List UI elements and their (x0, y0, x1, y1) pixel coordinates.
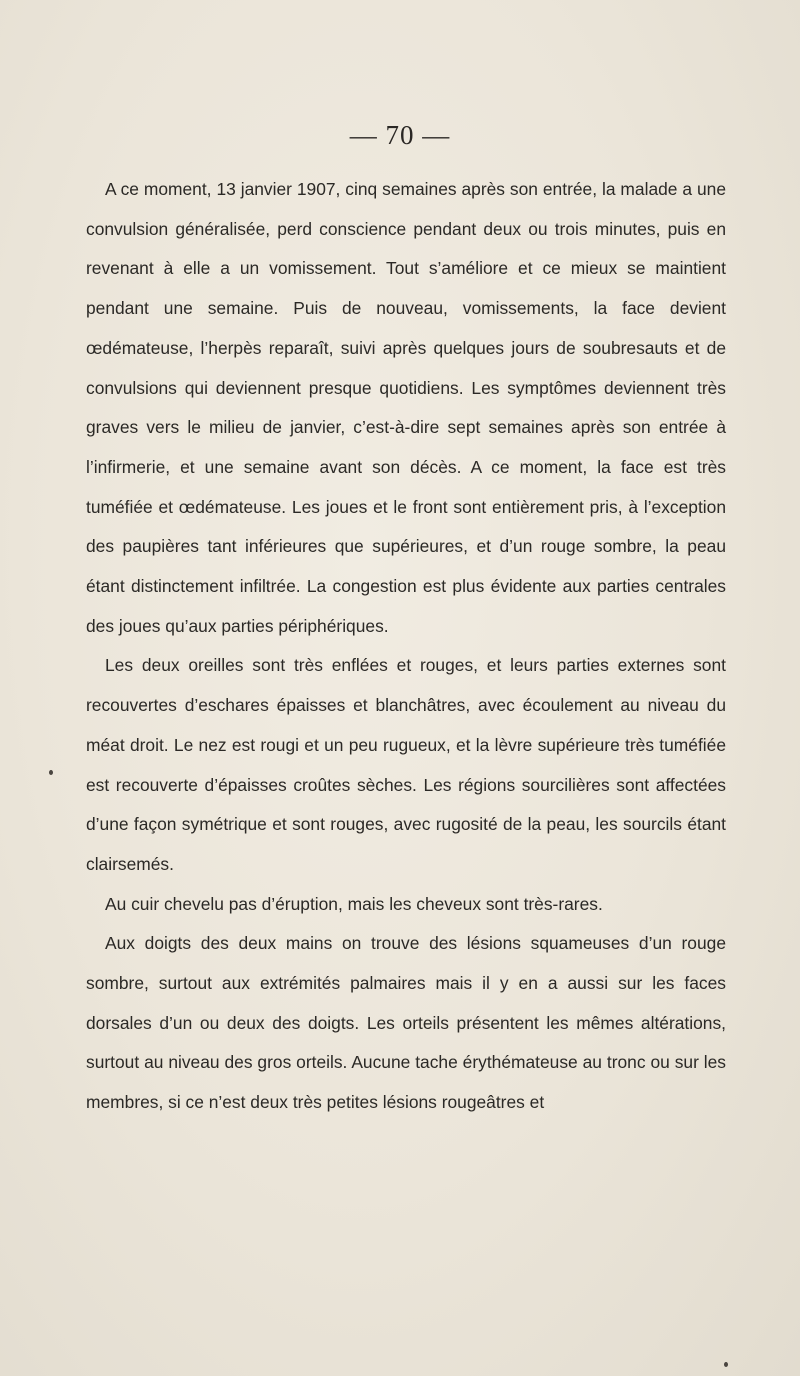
page-number: — 70 — (349, 120, 451, 150)
ink-speck (724, 1362, 728, 1367)
paragraph-1: A ce moment, 13 janvier 1907, cinq semaines après son entrée, la malade a une convulsion généralisée, perd conscience pendant deux ou trois minutes, puis en revenant à elle a un vomissement. Tout s’améliore et ce mieux se maintient pendant une semaine. Puis de nouveau, vomissements, la face devient œdémateuse, l’herpès reparaît, suivi après quelques jours de soubresauts et de convulsions qui deviennent presque quotidiens. Les symptômes deviennent très graves vers le milieu de janvier, c’est-à-dire sept semaines après son entrée à l’infirmerie, et une semaine avant son décès. A ce moment, la face est très tuméfiée et œdémateuse. Les joues et le front sont entièrement pris, à l’exception des paupières tant inférieures que supérieures, et d’un rouge sombre, la peau étant distinctement infiltrée. La congestion est plus évidente aux parties centrales des joues qu’aux parties périphériques. (86, 179, 726, 636)
paragraph-3: Au cuir chevelu pas d’éruption, mais les cheveux sont très-rares. (105, 893, 603, 914)
paragraph-2: Les deux oreilles sont très enflées et rouges, et leurs parties externes sont recouvertes d’eschares épaisses et blanchâtres, avec écoulement au niveau du méat droit. Le nez est rougi et un peu rugueux, et la lèvre supérieure très tuméfiée est recouverte d’épaisses croûtes sèches. Les régions sourcilières sont affectées d’une façon symétrique et sont rouges, avec rugosité de la peau, les sourcils étant clairsemés. (86, 655, 726, 874)
paragraph-4: Aux doigts des deux mains on trouve des lésions squameuses d’un rouge sombre, surtout aux extrémités palmaires mais il y en a aussi sur les faces dorsales d’un ou deux des doigts. Les orteils présentent les mêmes altérations, surtout au niveau des gros orteils. Aucune tache érythémateuse au tronc ou sur les membres, si ce n’est deux très petites lésions rougeâtres et (86, 933, 726, 1113)
ink-speck (49, 770, 53, 775)
body-text (86, 170, 726, 1123)
